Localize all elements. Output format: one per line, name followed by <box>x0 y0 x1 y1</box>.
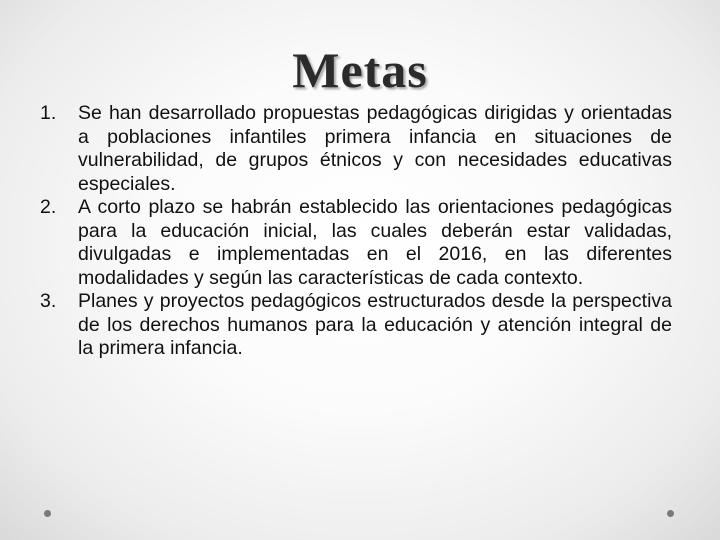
decorative-dot-right <box>667 510 674 517</box>
slide-title: Metas <box>292 42 428 98</box>
list-item <box>32 196 672 290</box>
list-item-text: Planes y proyectos pedagógicos estructurados desde la perspectiva de los derechos humanos para la educación y atención integral de la primera infancia. <box>78 290 672 359</box>
list-item-text: A corto plazo se habrán establecido las orientaciones pedagógicas para la educación inicial, las cuales deberán estar validadas, divulgadas e implementadas en el 2016, en las diferentes modalidades y según las características de cada contexto. <box>78 196 672 289</box>
list-item-number: 3. <box>40 290 57 312</box>
list-item-number: 2. <box>40 196 57 218</box>
list-item <box>32 290 672 361</box>
list-item-number: 1. <box>40 102 57 124</box>
goals-list <box>32 102 672 361</box>
list-item-text: Se han desarrollado propuestas pedagógicas dirigidas y orientadas a poblaciones infantiles primera infancia en situaciones de vulnerabilidad, de grupos étnicos y con necesidades educativas especiales. <box>78 102 672 195</box>
list-item <box>32 102 672 196</box>
decorative-dot-left <box>44 510 51 517</box>
